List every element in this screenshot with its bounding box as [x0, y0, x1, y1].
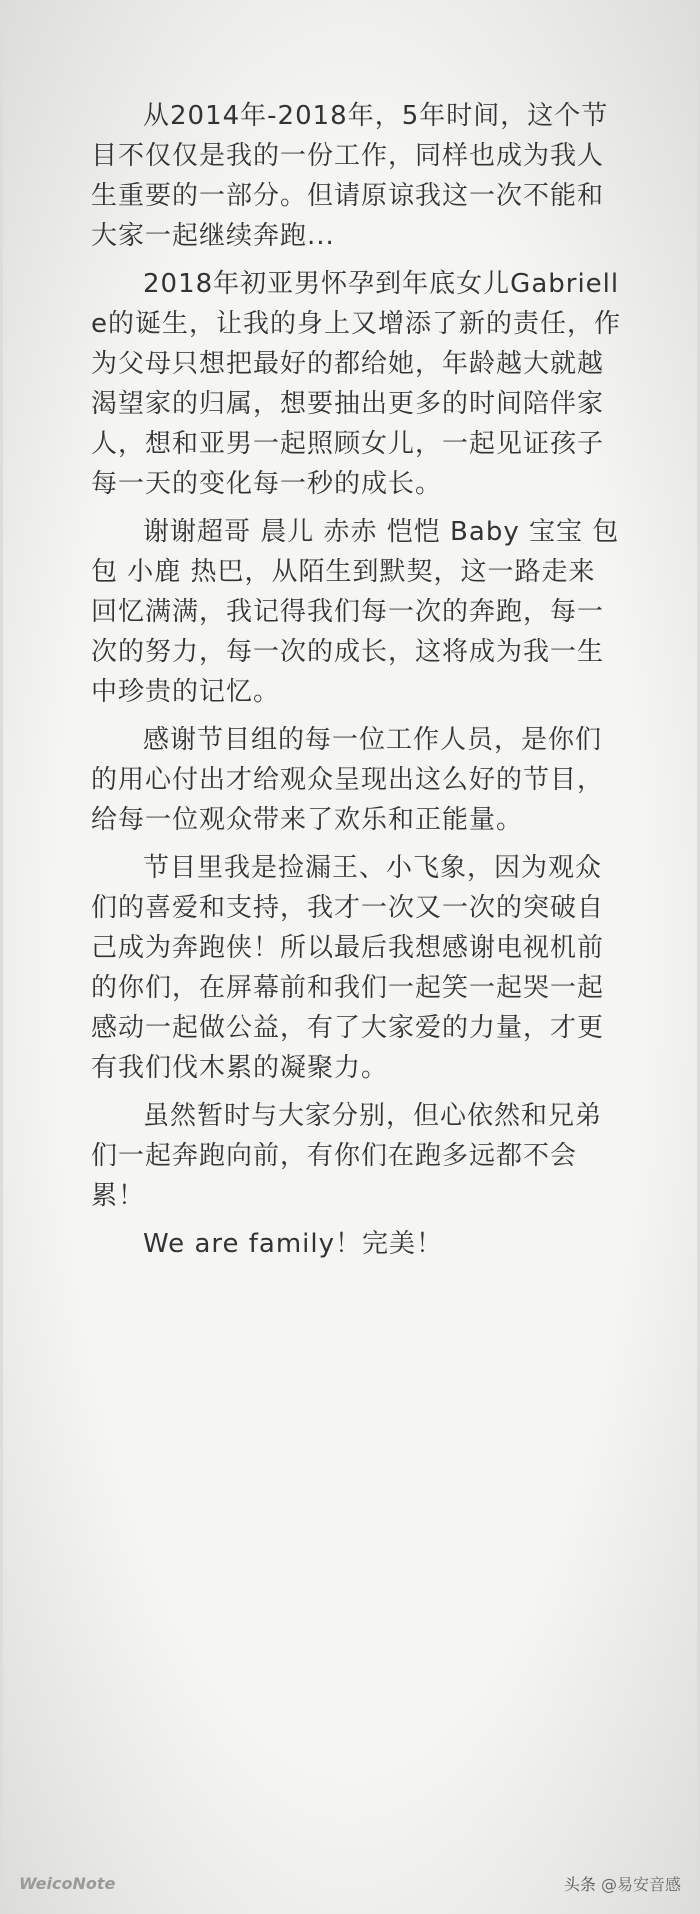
note-paragraph: 感谢节目组的每一位工作人员，是你们的用心付出才给观众呈现出这么好的节目，给每一位观众带来了欢乐和正能量。	[91, 725, 605, 835]
note-body	[91, 96, 621, 1272]
note-paragraph: 从2014年-2018年，5年时间，这个节目不仅仅是我的一份工作，同样也成为我人生重要的一部分。但请原谅我这一次不能和大家一起继续奔跑...	[91, 101, 609, 251]
note-paragraph: 2018年初亚男怀孕到年底女儿Gabrielle的诞生，让我的身上又增添了新的责任，作为父母只想把最好的都给她，年龄越大就越渴望家的归属，想要抽出更多的时间陪伴家人，想和亚男一起照顾女儿，一起见证孩子每一天的变化每一秒的成长。	[91, 269, 621, 499]
weiconote-logo: WeicoNote	[19, 1874, 116, 1893]
note-paragraph: We are family！完美！	[143, 1229, 444, 1259]
note-paragraph: 虽然暂时与大家分别，但心依然和兄弟们一起奔跑向前，有你们在跑多远都不会累！	[91, 1101, 603, 1211]
note-paragraph: 谢谢超哥 晨儿 赤赤 恺恺 Baby 宝宝 包包 小鹿 热巴，从陌生到默契，这一路走来回忆满满，我记得我们每一次的奔跑，每一次的努力，每一次的成长，这将成为我一生中珍贵的记忆。	[91, 517, 620, 707]
watermark-author: @易安音感	[600, 1875, 681, 1894]
source-watermark	[564, 1872, 681, 1895]
watermark-prefix: 头条	[563, 1875, 596, 1894]
note-paragraph: 节目里我是捡漏王、小飞象，因为观众们的喜爱和支持，我才一次又一次的突破自己成为奔跑侠！所以最后我想感谢电视机前的你们，在屏幕前和我们一起笑一起哭一起感动一起做公益，有了大家爱的力量，才更有我们伐木累的凝聚力。	[91, 853, 605, 1083]
